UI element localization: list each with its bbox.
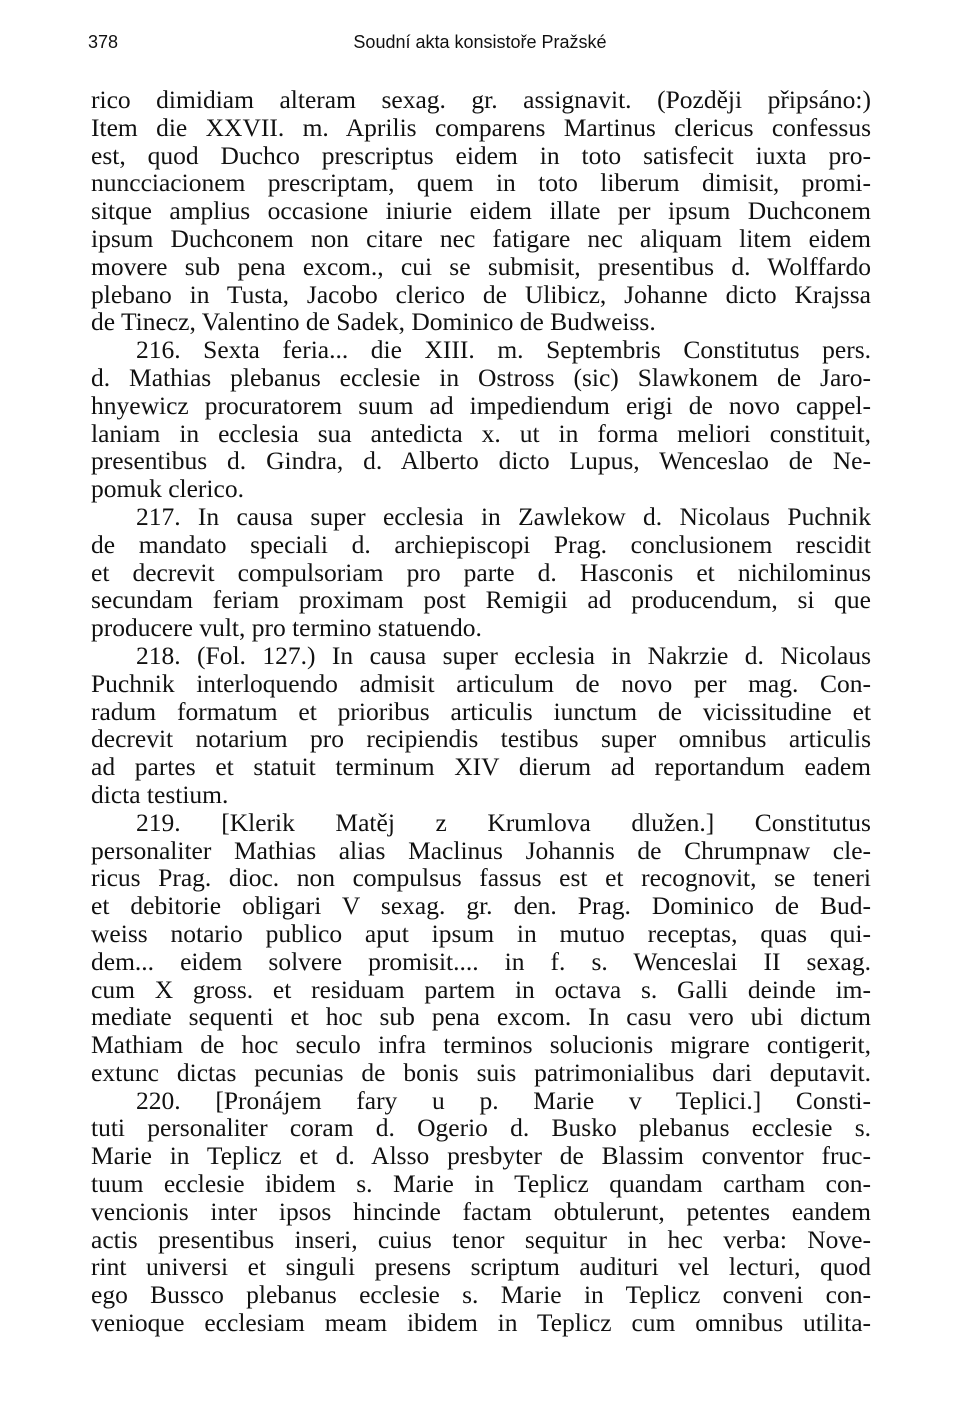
text-line: Mathiam de hoc seculo infra terminos solucionis migrare contigerit,	[91, 1030, 871, 1060]
text-line: radum formatum et prioribus articulis iunctum de vicissitudine et	[91, 696, 871, 726]
paragraph-start-line: 217. In causa super ecclesia in Zawlekow d. Nicolaus Puchnik	[136, 501, 871, 531]
text-line: dem... eidem solvere promisit.... in f. s. Wenceslai II sexag.	[91, 946, 871, 976]
text-line: secundam feriam proximam post Remigii ad producendum, si que	[91, 585, 871, 615]
text-line: ipsum Duchconem non citare nec fatigare nec aliquam litem eidem	[91, 223, 871, 253]
text-line: personaliter Mathias alias Maclinus Johannis de Chrumpnaw cle-	[91, 835, 871, 865]
text-line: Item die XXVII. m. Aprilis comparens Martinus clericus confessus	[91, 112, 871, 142]
text-line: ego Bussco plebanus ecclesie s. Marie in Teplicz conveni con-	[91, 1280, 871, 1310]
text-line: nuncciacionem prescriptam, quem in toto liberum dimisit, promi-	[91, 168, 871, 198]
text-line: plebano in Tusta, Jacobo clerico de Ulibicz, Johanne dicto Krajssa	[91, 279, 871, 309]
page-header	[88, 28, 872, 58]
text-line: Marie in Teplicz et d. Alsso presbyter de Blassim conventor fruc-	[91, 1141, 871, 1171]
text-line: ad partes et statuit terminum XIV dierum ad reportandum eadem	[91, 752, 871, 782]
text-line: hnyewicz procuratorem suum ad impediendum erigi de novo cappel-	[91, 390, 871, 420]
running-title: Soudní akta konsistoře Pražské	[353, 32, 607, 52]
text-line: dicta testium.	[91, 779, 229, 809]
text-line: laniam in ecclesia sua antedicta x. ut in forma meliori constituit,	[91, 418, 871, 448]
text-line: est, quod Duchco prescriptus eidem in toto satisfecit iuxta pro-	[91, 140, 871, 170]
text-line: et debitorie obligari V sexag. gr. den. Prag. Dominico de Bud-	[91, 891, 871, 921]
text-line: vencionis inter ipsos hincinde factam obtulerunt, petentes eandem	[91, 1196, 871, 1226]
text-line: de Tinecz, Valentino de Sadek, Dominico de Budweiss.	[91, 307, 656, 337]
text-line: weiss notario publico aput ipsum in mutuo receptas, quas qui-	[91, 918, 871, 948]
text-line: d. Mathias plebanus ecclesie in Ostross (sic) Slawkonem de Jaro-	[91, 362, 871, 392]
text-line: extunc dictas pecunias de bonis suis patrimonialibus dari deputavit.	[91, 1057, 871, 1087]
text-line: de mandato speciali d. archiepiscopi Prag. conclusionem rescidit	[91, 529, 871, 559]
text-line: tuum ecclesie ibidem s. Marie in Teplicz quandam cartham con-	[91, 1169, 871, 1199]
text-line: Puchnik interloquendo admisit articulum de novo per mag. Con-	[91, 668, 871, 698]
paragraph-start-line: 220. [Pronájem fary u p. Marie v Teplici.] Consti-	[136, 1085, 871, 1115]
text-line: decrevit notarium pro recipiendis testibus super omnibus articulis	[91, 724, 871, 754]
text-line: producere vult, pro termino statuendo.	[91, 613, 482, 643]
text-line: mediate sequenti et hoc sub pena excom. In casu vero ubi dictum	[91, 1002, 871, 1032]
paragraph-start-line: 218. (Fol. 127.) In causa super ecclesia in Nakrzie d. Nicolaus	[136, 640, 871, 670]
text-line: presentibus d. Gindra, d. Alberto dicto Lupus, Wenceslao de Ne-	[91, 446, 871, 476]
text-line: venioque ecclesiam meam ibidem in Teplicz cum omnibus utilita-	[91, 1308, 871, 1338]
text-line: pomuk clerico.	[91, 474, 244, 504]
paragraph-start-line: 219. [Klerik Matěj z Krumlova dlužen.] Constitutus	[136, 807, 871, 837]
page-number: 378	[88, 32, 119, 52]
text-line: rint universi et singuli presens scriptum audituri vel lecturi, quod	[91, 1252, 871, 1282]
text-line: sitque amplius occasione iniurie eidem illate per ipsum Duchconem	[91, 196, 871, 226]
text-line: et decrevit compulsoriam pro parte d. Hasconis et nichilominus	[91, 557, 871, 587]
text-line: ricus Prag. dioc. non compulsus fassus est et recognovit, se teneri	[91, 863, 871, 893]
paragraph-start-line: 216. Sexta feria... die XIII. m. Septembris Constitutus pers.	[136, 335, 871, 365]
text-line: movere sub pena excom., cui se submisit, presentibus d. Wolffardo	[91, 251, 871, 281]
body-text	[91, 86, 871, 1337]
text-line: cum X gross. et residuam partem in octava s. Galli deinde im-	[91, 974, 871, 1004]
text-line: tuti personaliter coram d. Ogerio d. Busko plebanus ecclesie s.	[91, 1113, 871, 1143]
text-line: actis presentibus inseri, cuius tenor sequitur in hec verba: Nove-	[91, 1224, 871, 1254]
text-line: rico dimidiam alteram sexag. gr. assignavit. (Později připsáno:)	[91, 85, 871, 114]
